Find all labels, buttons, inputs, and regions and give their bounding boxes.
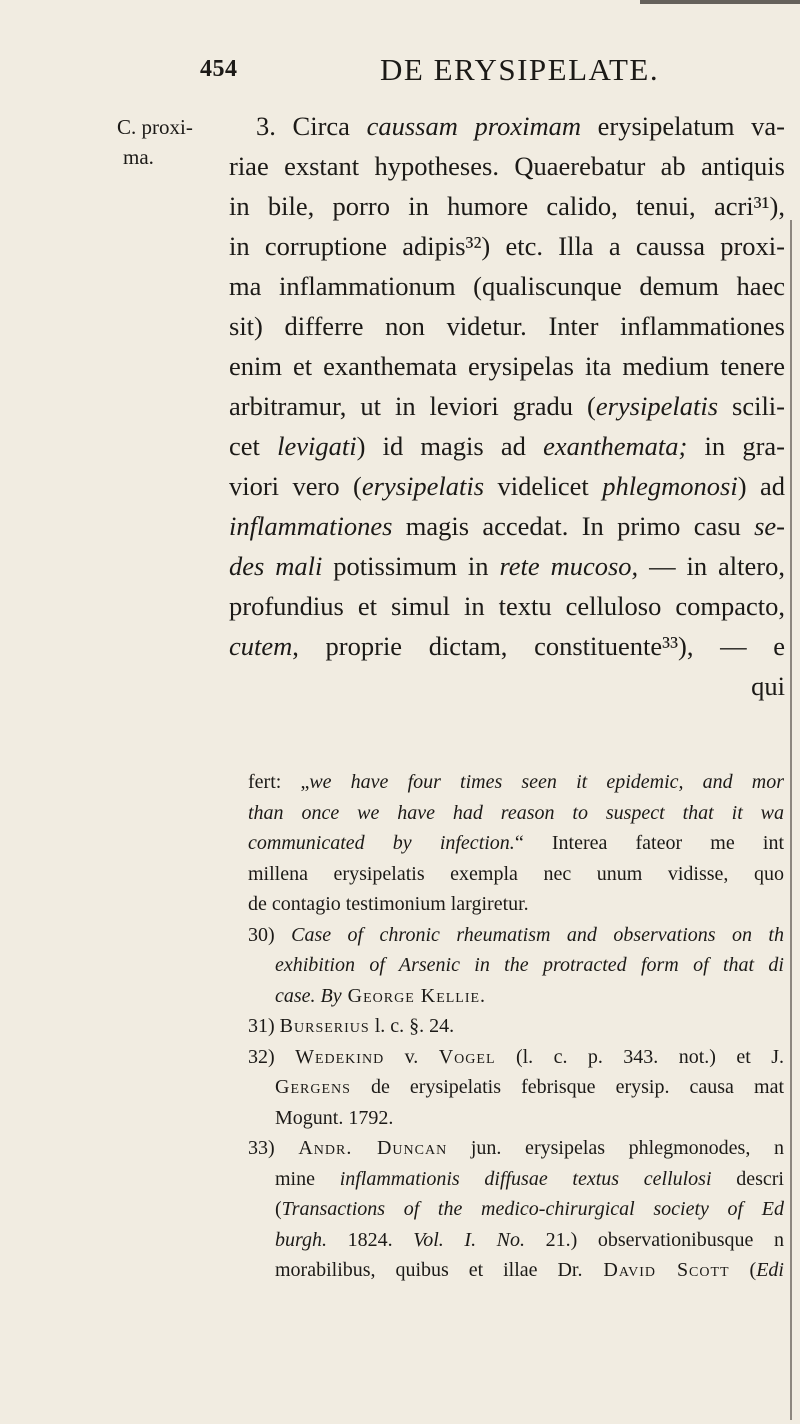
- text-line: cet levigati) id magis ad exanthemata; in gra-: [229, 431, 785, 461]
- text-line: arbitramur, ut in leviori gradu (erysipelatis scili-: [229, 391, 785, 421]
- text-line: viori vero (erysipelatis videlicet phlegmonosi) ad: [229, 471, 785, 501]
- text-line: cutem, proprie dictam, constituente³³), — e: [229, 631, 785, 661]
- footnote-line: exhibition of Arsenic in the protracted form of that di: [275, 954, 784, 976]
- footnote-30: 30) Case of chronic rheumatism and observations on th: [248, 923, 784, 946]
- page-edge-line: [790, 220, 792, 1420]
- footnote-line: Gergens de erysipelatis febrisque erysip. causa mat: [275, 1076, 784, 1098]
- footnote-line: de contagio testimonium largiretur.: [248, 893, 529, 915]
- main-paragraph: [229, 106, 785, 706]
- text-line: 3. Circa caussam proximam erysipelatum va-: [256, 111, 785, 141]
- margin-note: [117, 112, 197, 172]
- footnote-line: communicated by infection.“ Interea fateor me int: [248, 832, 784, 854]
- margin-note-line: C. proxi-: [117, 115, 193, 139]
- footnote-line: fert: „we have four times seen it epidemic, and mor: [248, 771, 784, 793]
- text-line: qui: [751, 671, 785, 701]
- footnote-line: burgh. 1824. Vol. I. No. 21.) observationibusque n: [275, 1228, 784, 1251]
- text-line: in bile, porro in humore calido, tenui, acri³¹),: [229, 191, 785, 221]
- footnote-line: Mogunt. 1792.: [275, 1106, 394, 1129]
- running-title: DE ERYSIPELATE.: [380, 52, 660, 87]
- top-edge-rule: [640, 0, 800, 4]
- footnote-line: millena erysipelatis exempla nec unum vidisse, quo: [248, 862, 784, 885]
- text-line: inflammationes magis accedat. In primo casu se-: [229, 511, 785, 541]
- page-header: [0, 52, 800, 92]
- page-number: 454: [200, 56, 238, 82]
- footnote-line: than once we have had reason to suspect that it wa: [248, 801, 784, 824]
- footnote-line: mine inflammationis diffusae textus cellulosi descri: [275, 1167, 784, 1190]
- text-line: in corruptione adipis³²) etc. Illa a caussa proxi-: [229, 231, 785, 261]
- footnote-31: 31) Burserius l. c. §. 24.: [248, 1015, 455, 1037]
- text-line: riae exstant hypotheses. Quaerebatur ab antiquis: [229, 151, 785, 181]
- text-line: enim et exanthemata erysipelas ita medium tenere: [229, 351, 785, 381]
- footnote-line: morabilibus, quibus et illae Dr. David Scott (Edi: [275, 1259, 784, 1281]
- text-line: des mali potissimum in rete mucoso, — in altero,: [229, 551, 785, 581]
- footnote-line: (Transactions of the medico-chirurgical society of Ed: [275, 1198, 784, 1220]
- footnotes: [248, 767, 784, 1286]
- text-line: sit) differre non videtur. Inter inflammationes: [229, 311, 785, 341]
- margin-note-line: ma.: [123, 145, 154, 169]
- footnote-33: 33) Andr. Duncan jun. erysipelas phlegmonodes, n: [248, 1137, 784, 1159]
- text-line: ma inflammationum (qualiscunque demum haec: [229, 271, 785, 301]
- footnote-32: 32) Wedekind v. Vogel (l. c. p. 343. not.) et J.: [248, 1045, 784, 1068]
- footnote-line: case. By George Kellie.: [275, 984, 487, 1007]
- text-line: profundius et simul in textu celluloso compacto,: [229, 591, 785, 621]
